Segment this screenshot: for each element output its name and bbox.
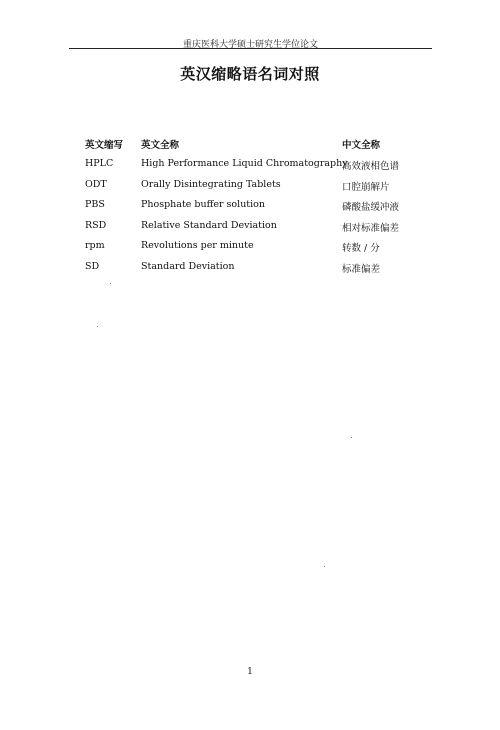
chinese-name-cell: 口腔崩解片 (342, 181, 390, 193)
page-number: 1 (247, 667, 253, 677)
table-row (85, 179, 425, 200)
chinese-name-cell: 磷酸盐缓冲液 (342, 202, 400, 214)
abbreviation-cell: PBS (85, 199, 105, 211)
english-name-cell: High Performance Liquid Chromatography (141, 158, 348, 170)
chinese-name-cell: 高效液相色谱 (342, 161, 400, 173)
table-row (85, 199, 425, 220)
column-header-english-full: 英文全称 (141, 140, 180, 151)
abbreviation-cell: ODT (85, 178, 107, 190)
english-name-cell: Orally Disintegrating Tablets (141, 178, 281, 190)
english-name-cell: Relative Standard Deviation (141, 219, 277, 231)
scan-speck (110, 283, 111, 284)
column-header-chinese-full: 中文全称 (342, 140, 381, 151)
table-row (85, 261, 425, 282)
table-row (85, 240, 425, 261)
scan-speck (351, 437, 352, 438)
abbreviation-cell: rpm (85, 240, 105, 252)
chinese-name-cell: 转数 / 分 (342, 243, 380, 255)
chinese-name-cell: 标准偏差 (342, 264, 381, 276)
scan-speck (324, 566, 325, 567)
chinese-name-cell: 相对标准偏差 (342, 222, 400, 234)
table-row (85, 158, 425, 179)
english-name-cell: Standard Deviation (141, 261, 235, 273)
page-title: 英汉缩略语名词对照 (180, 65, 320, 83)
abbreviation-table (85, 137, 425, 282)
header-rule (69, 48, 432, 49)
abbreviation-cell: HPLC (85, 158, 114, 170)
english-name-cell: Revolutions per minute (141, 240, 254, 252)
abbreviation-cell: SD (85, 261, 100, 273)
column-header-abbreviation: 英文缩写 (85, 140, 124, 151)
running-header: 重庆医科大学硕士研究生学位论文 (182, 40, 318, 50)
table-header-row (85, 137, 425, 158)
abbreviation-cell: RSD (85, 219, 107, 231)
english-name-cell: Phosphate buffer solution (141, 199, 266, 211)
table-row (85, 220, 425, 241)
scan-speck (97, 326, 98, 327)
